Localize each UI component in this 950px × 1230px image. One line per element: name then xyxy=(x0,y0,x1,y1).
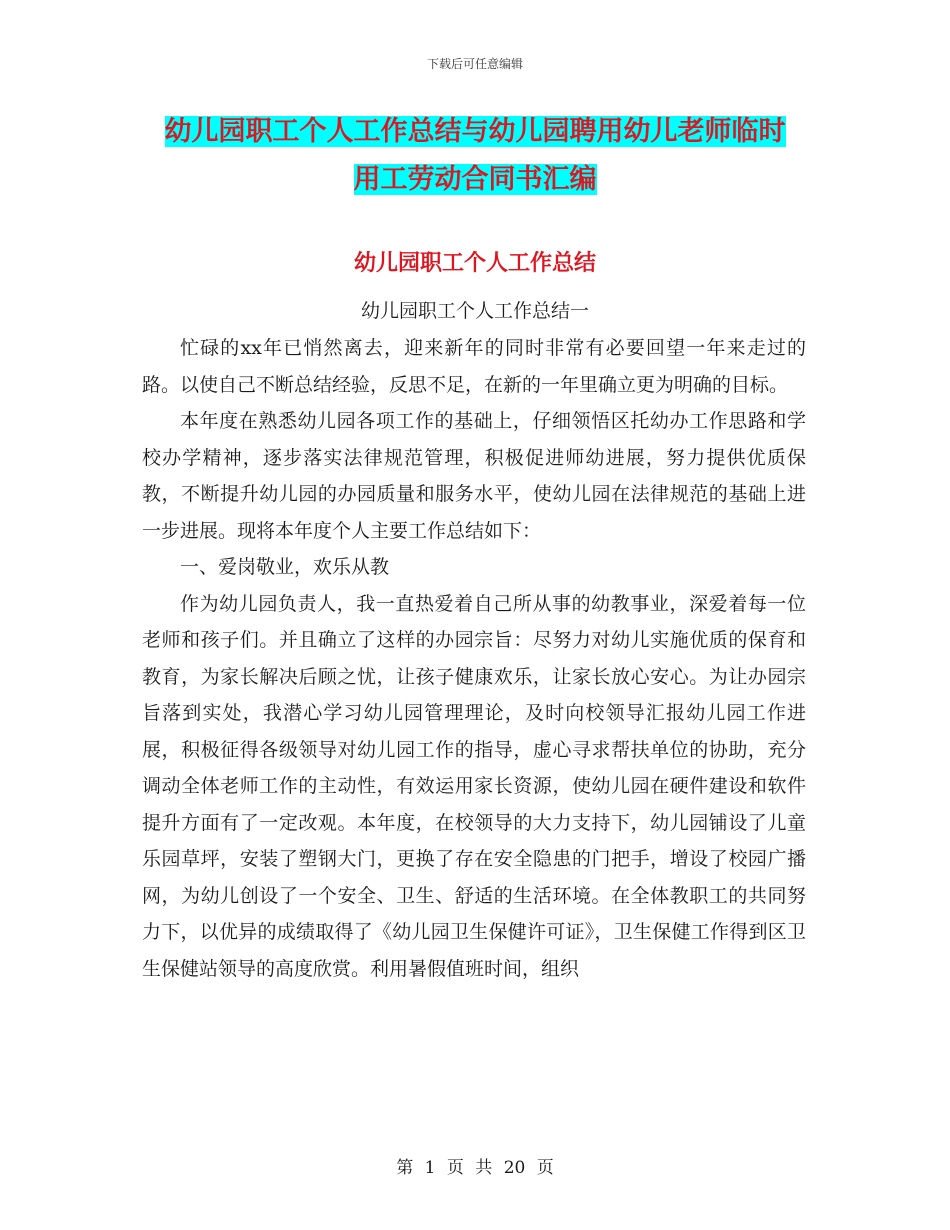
body-text xyxy=(142,330,806,987)
paragraph: 忙碌的xx年已悄然离去，迎来新年的同时非常有必要回望一年来走过的路。以使自己不断总结经验，反思不足，在新的一年里确立更为明确的目标。 xyxy=(142,337,806,396)
section-heading: 一、爱岗敬业，欢乐从教 xyxy=(180,556,390,578)
sub-title: 幼儿园职工个人工作总结一 xyxy=(360,300,589,322)
page-footer: 第 1 页 共 20 页 xyxy=(396,1158,554,1178)
paragraph: 本年度在熟悉幼儿园各项工作的基础上，仔细领悟区托幼办工作思路和学校办学精神，逐步落实法律规范管理，积极促进师幼进展，努力提供优质保教，不断提升幼儿园的办园质量和服务水平，使幼儿园在法律规范的基础上进一步进展。现将本年度个人主要工作总结如下： xyxy=(142,410,806,542)
paragraph: 作为幼儿园负责人，我一直热爱着自己所从事的幼教事业，深爱着每一位老师和孩子们。并且确立了这样的办园宗旨：尽努力对幼儿实施优质的保育和教育，为家长解决后顾之忧，让孩子健康欢乐，让家长放心安心。为让办园宗旨落到实处，我潜心学习幼儿园管理理论，及时向校领导汇报幼儿园工作进展，积极征得各级领导对幼儿园工作的指导，虚心寻求帮扶单位的协助，充分调动全体老师工作的主动性，有效运用家长资源，使幼儿园在硬件建设和软件提升方面有了一定改观。本年度，在校领导的大力支持下，幼儿园铺设了儿童乐园草坪，安装了塑钢大门，更换了存在安全隐患的门把手，增设了校园广播网，为幼儿创设了一个安全、卫生、舒适的生活环境。在全体教职工的共同努力下，以优异的成绩取得了《幼儿园卫生保健许可证》，卫生保健工作得到区卫生保健站领导的高度欣赏。利用暑假值班时间，组织 xyxy=(142,592,806,980)
document-title xyxy=(140,108,810,204)
header-note: 下载后可任意编辑 xyxy=(426,57,523,71)
document-title-line-1: 幼儿园职工个人工作总结与幼儿园聘用幼儿老师临时 xyxy=(164,116,786,147)
document-title-line-2: 用工劳动合同书汇编 xyxy=(353,164,597,195)
section-title: 幼儿园职工个人工作总结 xyxy=(353,251,596,276)
